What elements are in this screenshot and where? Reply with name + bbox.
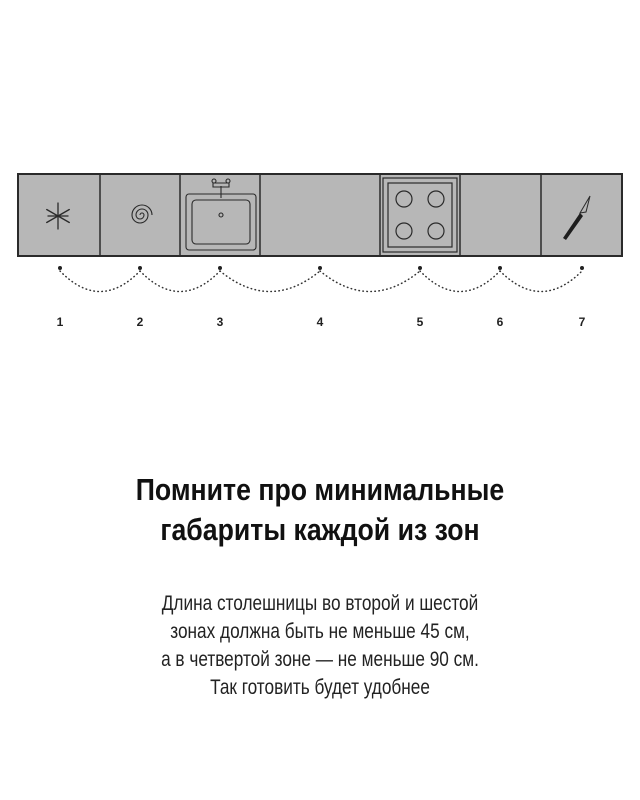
zone-number-7: 7 — [578, 315, 586, 329]
body-text — [58, 590, 583, 702]
zone-dot — [138, 266, 142, 270]
flow-arc — [220, 271, 320, 292]
flow-arc — [60, 271, 140, 292]
zone-dot — [218, 266, 222, 270]
zone-dots — [58, 266, 584, 270]
zone-dot — [58, 266, 62, 270]
flow-arcs — [60, 271, 582, 292]
headline-line-1: Помните про минимальные — [135, 472, 505, 507]
flow-arc — [320, 271, 420, 292]
headline — [45, 470, 595, 550]
zone-dot — [580, 266, 584, 270]
zone-number-6: 6 — [496, 315, 504, 329]
zone-number-5: 5 — [416, 315, 424, 329]
headline-line-2: габариты каждой из зон — [160, 512, 480, 547]
body-line-4: Так готовить будет удобнее — [210, 676, 430, 699]
zone-dot — [318, 266, 322, 270]
zone-number-1: 1 — [56, 315, 64, 329]
flow-arc — [420, 271, 500, 292]
kitchen-zones-diagram — [0, 0, 640, 340]
zone-number-4: 4 — [316, 315, 324, 329]
zone-dot — [498, 266, 502, 270]
zone-number-3: 3 — [216, 315, 224, 329]
body-line-3: а в четвертой зоне — не меньше 90 см. — [161, 648, 479, 671]
flow-arc — [140, 271, 220, 292]
zone-number-2: 2 — [136, 315, 144, 329]
body-line-1: Длина столешницы во второй и шестой — [161, 592, 479, 615]
countertop — [18, 174, 622, 256]
flow-arc — [500, 271, 582, 292]
body-line-2: зонах должна быть не меньше 45 см, — [170, 620, 470, 643]
zone-dot — [418, 266, 422, 270]
